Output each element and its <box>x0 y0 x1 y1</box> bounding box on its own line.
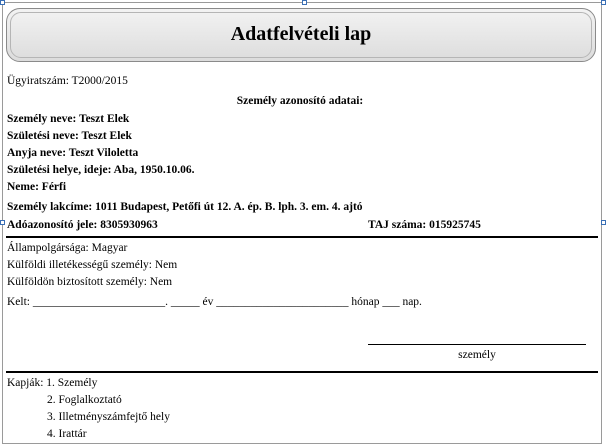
signature-label: személy <box>458 349 496 361</box>
resize-handle-top-left[interactable] <box>0 0 5 5</box>
foreign-resident: Külföldi illetékességű személy: Nem <box>7 259 178 271</box>
divider-bottom <box>6 371 598 373</box>
title-banner <box>6 8 596 62</box>
resize-handle-middle-right[interactable] <box>601 220 606 225</box>
citizenship: Állampolgársága: Magyar <box>7 242 128 254</box>
resize-handle-middle-left[interactable] <box>0 220 5 225</box>
recipients-label: Kapják: 1. Személy <box>7 377 98 389</box>
mother-name: Anyja neve: Teszt Viloletta <box>7 147 139 159</box>
date-line: Kelt: _______________________. _____ év _______________________ hónap ___ nap. <box>7 296 422 308</box>
birth-name: Születési neve: Teszt Elek <box>7 130 132 142</box>
tax-id: Adóazonosító jele: 8305930963 <box>7 219 158 231</box>
divider-top <box>6 236 598 238</box>
resize-handle-top-right[interactable] <box>601 0 606 5</box>
person-name: Személy neve: Teszt Elek <box>7 113 130 125</box>
form-title: Adatfelvételi lap <box>230 23 372 45</box>
recipient-item: 3. Illetményszámfejtő hely <box>47 411 170 423</box>
foreign-insured: Külföldön biztosított személy: Nem <box>7 276 173 288</box>
address: Személy lakcíme: 1011 Budapest, Petőfi út 12. A. ép. B. lph. 3. em. 4. ajtó <box>7 201 363 213</box>
birth-place-date: Születési helye, ideje: Aba, 1950.10.06. <box>7 164 195 176</box>
section-heading: Személy azonosító adatai: <box>236 95 364 107</box>
sex: Neme: Férfi <box>7 181 67 193</box>
signature-line <box>368 344 586 345</box>
taj-number: TAJ száma: 015925745 <box>368 219 481 231</box>
case-number: Ügyiratszám: T2000/2015 <box>7 75 128 87</box>
recipient-item: 2. Foglalkoztató <box>47 394 122 406</box>
resize-handle-top-center[interactable] <box>302 0 307 5</box>
recipient-item: 4. Irattár <box>47 428 87 440</box>
